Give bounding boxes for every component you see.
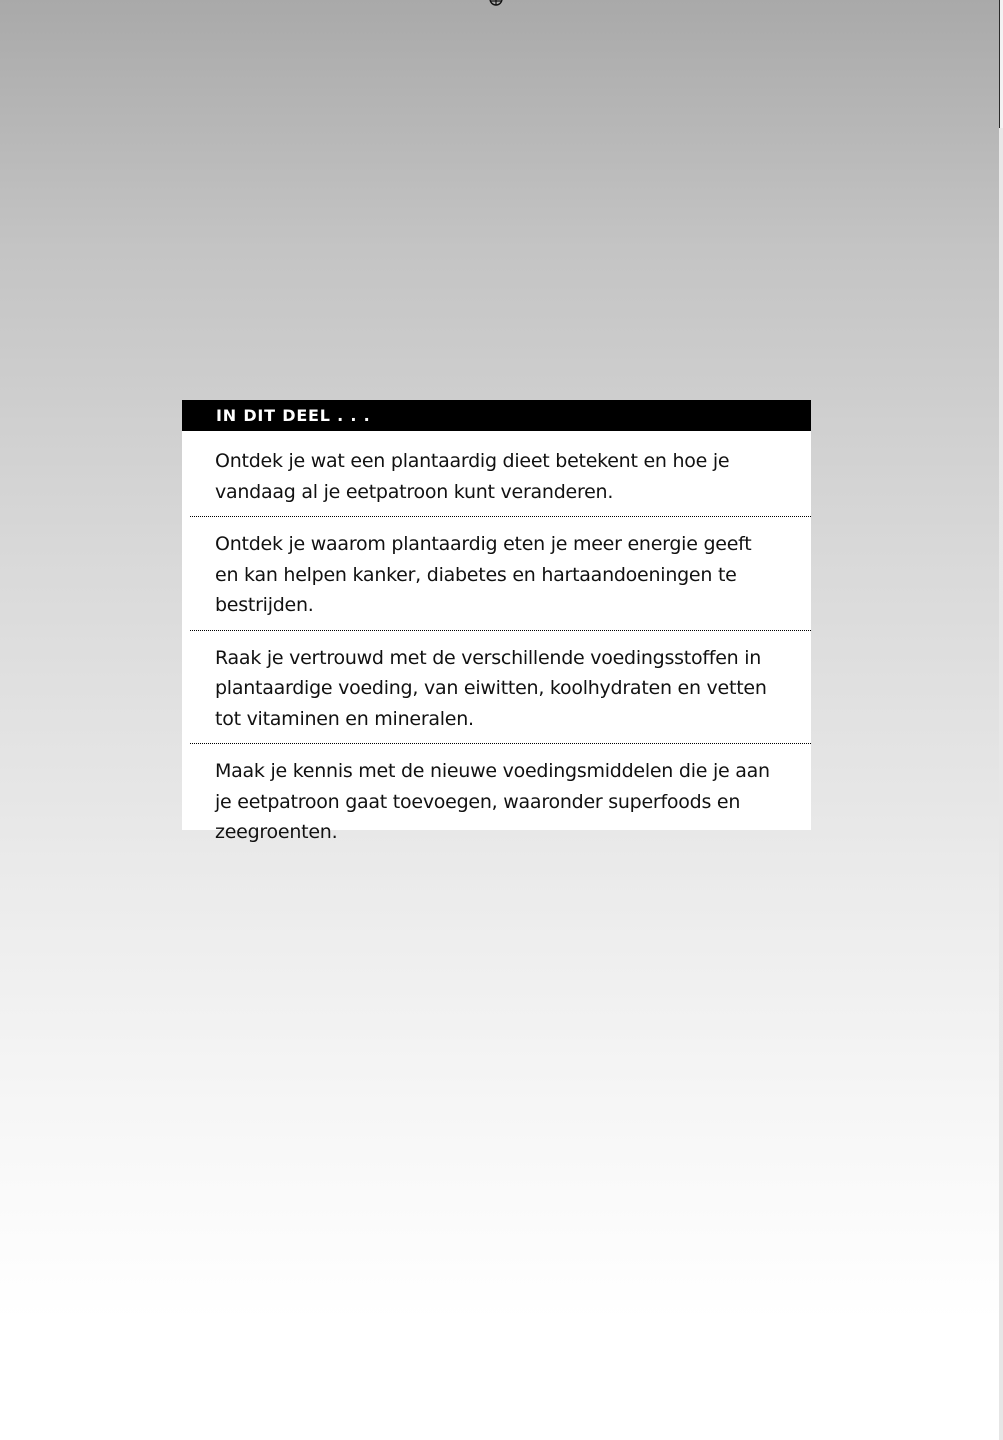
page-edge-line [999, 0, 1000, 128]
ornament-icon [486, 0, 506, 6]
page-edge [999, 0, 1003, 1440]
list-item: Maak je kennis met de nieuwe voedingsmiddelen die je aan je eetpatroon gaat toevoegen, waaronder superfoods en zeegroenten. [190, 743, 811, 857]
list-item: Ontdek je wat een plantaardig dieet betekent en hoe je vandaag al je eetpatroon kunt veranderen. [215, 450, 730, 503]
list-item: Raak je vertrouwd met de verschillende voedingsstoffen in plantaardige voeding, van eiwitten, koolhydraten en vetten tot vitaminen en mineralen. [190, 630, 811, 744]
chapter-intro-box [182, 400, 811, 843]
box-title: IN DIT DEEL . . . [182, 400, 811, 431]
list-item: Ontdek je waarom plantaardig eten je meer energie geeft en kan helpen kanker, diabetes en hartaandoeningen te bestrijden. [190, 516, 811, 630]
